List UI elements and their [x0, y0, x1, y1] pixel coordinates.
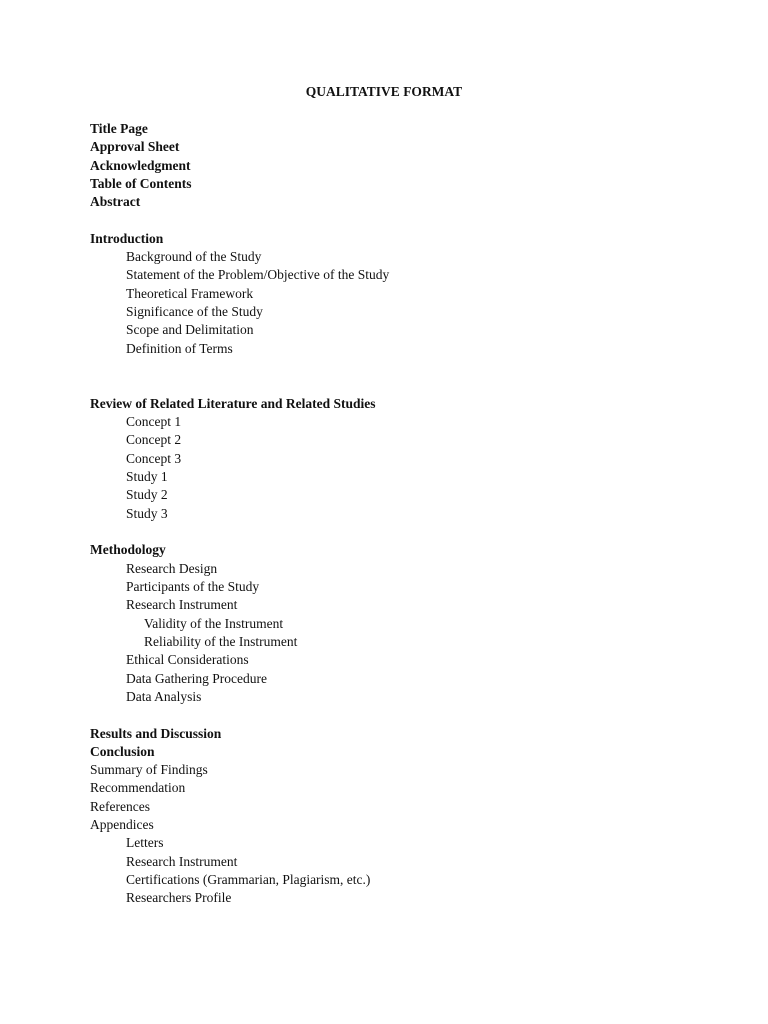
outline-item: Concept 3: [126, 451, 182, 466]
outline-item: Significance of the Study: [126, 304, 263, 319]
outline-item: Participants of the Study: [126, 579, 260, 594]
front-matter-abstract: Abstract: [90, 194, 141, 209]
outline-item: Concept 1: [126, 414, 182, 429]
outline-subitem: Validity of the Instrument: [144, 616, 284, 631]
outline-item: Study 3: [126, 506, 168, 521]
outline-subitem: Reliability of the Instrument: [144, 634, 298, 649]
outline-item: Study 1: [126, 469, 168, 484]
outline-item: Scope and Delimitation: [126, 322, 254, 337]
outline-item: Concept 2: [126, 432, 182, 447]
outline-item: Statement of the Problem/Objective of the Study: [126, 267, 390, 282]
outline-item: Study 2: [126, 487, 168, 502]
section-heading-review: Review of Related Literature and Related Studies: [90, 396, 376, 411]
outline-item: Research Design: [126, 561, 218, 576]
section-recommendation: Recommendation: [90, 780, 186, 795]
outline-item: Ethical Considerations: [126, 652, 249, 667]
section-references: References: [90, 799, 150, 814]
document-title: QUALITATIVE FORMAT: [305, 84, 463, 99]
front-matter-acknowledgment: Acknowledgment: [90, 158, 191, 173]
outline-item: Research Instrument: [126, 597, 238, 612]
outline-item: Researchers Profile: [126, 890, 232, 905]
front-matter-title-page: Title Page: [90, 121, 148, 136]
section-heading-conclusion: Conclusion: [90, 744, 155, 759]
outline-item: Certifications (Grammarian, Plagiarism, etc.): [126, 872, 371, 887]
outline-item: Definition of Terms: [126, 341, 233, 356]
outline-item: Data Analysis: [126, 689, 202, 704]
section-heading-results: Results and Discussion: [90, 726, 222, 741]
section-heading-introduction: Introduction: [90, 231, 164, 246]
outline-item: Background of the Study: [126, 249, 262, 264]
front-matter-approval-sheet: Approval Sheet: [90, 139, 180, 154]
outline-item: Theoretical Framework: [126, 286, 254, 301]
front-matter-table-of-contents: Table of Contents: [90, 176, 192, 191]
outline-item: Data Gathering Procedure: [126, 671, 267, 686]
outline-item: Letters: [126, 835, 164, 850]
outline-item: Research Instrument: [126, 854, 238, 869]
section-summary-of-findings: Summary of Findings: [90, 762, 208, 777]
section-heading-appendices: Appendices: [90, 817, 154, 832]
section-heading-methodology: Methodology: [90, 542, 166, 557]
